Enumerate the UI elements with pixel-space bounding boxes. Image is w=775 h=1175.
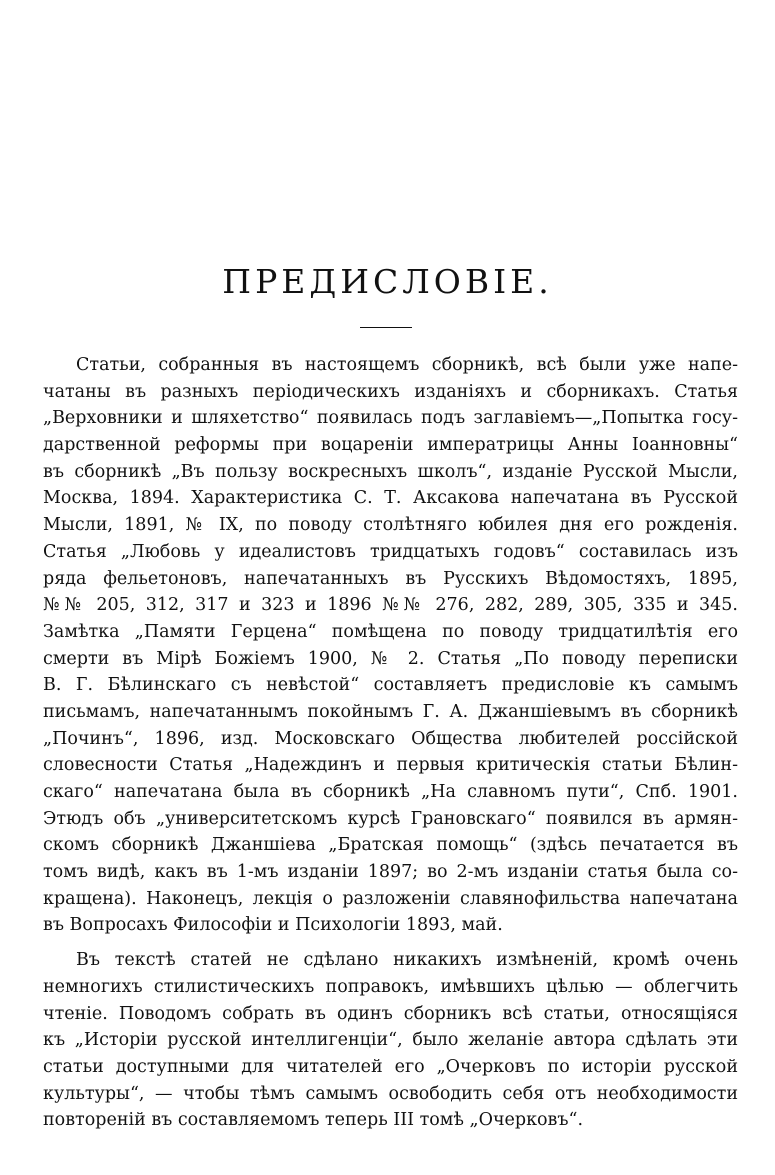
- preface-text: [43, 352, 738, 1134]
- text-line: Замѣтка „Памяти Герцена“ помѣщена по поводу тридцатилѣтія его: [43, 621, 738, 642]
- text-line: „Верховники и шляхетство“ появилась подъ заглавіемъ—„Попытка госу-: [43, 408, 738, 429]
- title-divider: [360, 327, 412, 328]
- text-line: смерти въ Мірѣ Божіемъ 1900, № 2. Статья „По поводу переписки: [43, 648, 738, 669]
- text-line: В. Г. Бѣлинскаго съ невѣстой“ составляетъ предисловіе къ самымъ: [43, 675, 738, 696]
- text-line: повтореній въ составляемомъ теперь III томѣ „Очерковъ“.: [43, 1110, 584, 1131]
- text-line: Въ текстѣ статей не сдѣлано никакихъ измѣненій, кромѣ очень: [76, 950, 738, 971]
- text-line: кращена). Наконецъ, лекція о разложеніи славянофильства напечатана: [43, 888, 738, 909]
- text-line: письмамъ, напечатаннымъ покойнымъ Г. А. Джаншіевымъ въ сборникѣ: [43, 701, 738, 722]
- text-line: Москва, 1894. Характеристика С. Т. Аксакова напечатана въ Русской: [43, 488, 738, 509]
- text-line: культуры“, — чтобы тѣмъ самымъ освободить себя отъ необходимости: [43, 1083, 738, 1104]
- text-line: чатаны въ разныхъ періодическихъ изданіяхъ и сборникахъ. Статья: [43, 381, 738, 402]
- text-line: Этюдъ объ „университетскомъ курсѣ Грановскаго“ появился въ армян-: [43, 808, 738, 829]
- paragraph-2: [43, 947, 738, 1134]
- text-line: „Починъ“, 1896, изд. Московскаго Общества любителей россійской: [43, 728, 738, 749]
- text-line: въ сборникѣ „Въ пользу воскресныхъ школъ“, изданіе Русской Мысли,: [43, 461, 738, 482]
- text-line: скаго“ напечатана была въ сборникѣ „На славномъ пути“, Спб. 1901.: [43, 782, 738, 802]
- text-line: Статьи, собранныя въ настоящемъ сборникѣ, всѣ были уже напе-: [76, 355, 738, 375]
- text-line: дарственной реформы при воцареніи императрицы Анны Іоанновны“: [43, 435, 738, 456]
- text-line: ряда фельетоновъ, напечатанныхъ въ Русскихъ Вѣдомостяхъ, 1895,: [43, 568, 738, 589]
- text-line: въ Вопросахъ Философіи и Психологіи 1893, май.: [43, 915, 503, 936]
- text-line: Статья „Любовь у идеалистовъ тридцатыхъ годовъ“ составилась изъ: [43, 541, 738, 562]
- text-line: №№ 205, 312, 317 и 323 и 1896 №№ 276, 282, 289, 305, 335 и 345.: [43, 595, 738, 616]
- text-line: немногихъ стилистическихъ поправокъ, имѣвшихъ цѣлью — облегчить: [43, 976, 738, 997]
- text-line: томъ видѣ, какъ въ 1-мъ изданіи 1897; во 2-мъ изданіи статья была со-: [43, 862, 738, 883]
- text-line: Мысли, 1891, № IX, по поводу столѣтняго юбилея дня его рожденія.: [43, 515, 738, 536]
- text-line: скомъ сборникѣ Джаншіева „Братская помощь“ (здѣсь печатается въ: [43, 835, 738, 856]
- paragraph-1: [43, 352, 738, 939]
- text-line: статьи доступными для читателей его „Очерковъ по исторіи русской: [43, 1056, 738, 1077]
- text-line: чтеніе. Поводомъ собрать въ одинъ сборникъ всѣ статьи, относящіяся: [43, 1003, 738, 1024]
- page-title: ПРЕДИСЛОВІЕ.: [222, 262, 553, 301]
- text-line: къ „Исторіи русской интеллигенціи“, было желаніе автора сдѣлать эти: [43, 1030, 738, 1051]
- text-line: словесности Статья „Надеждинъ и первыя критическія статьи Бѣлин-: [43, 755, 738, 776]
